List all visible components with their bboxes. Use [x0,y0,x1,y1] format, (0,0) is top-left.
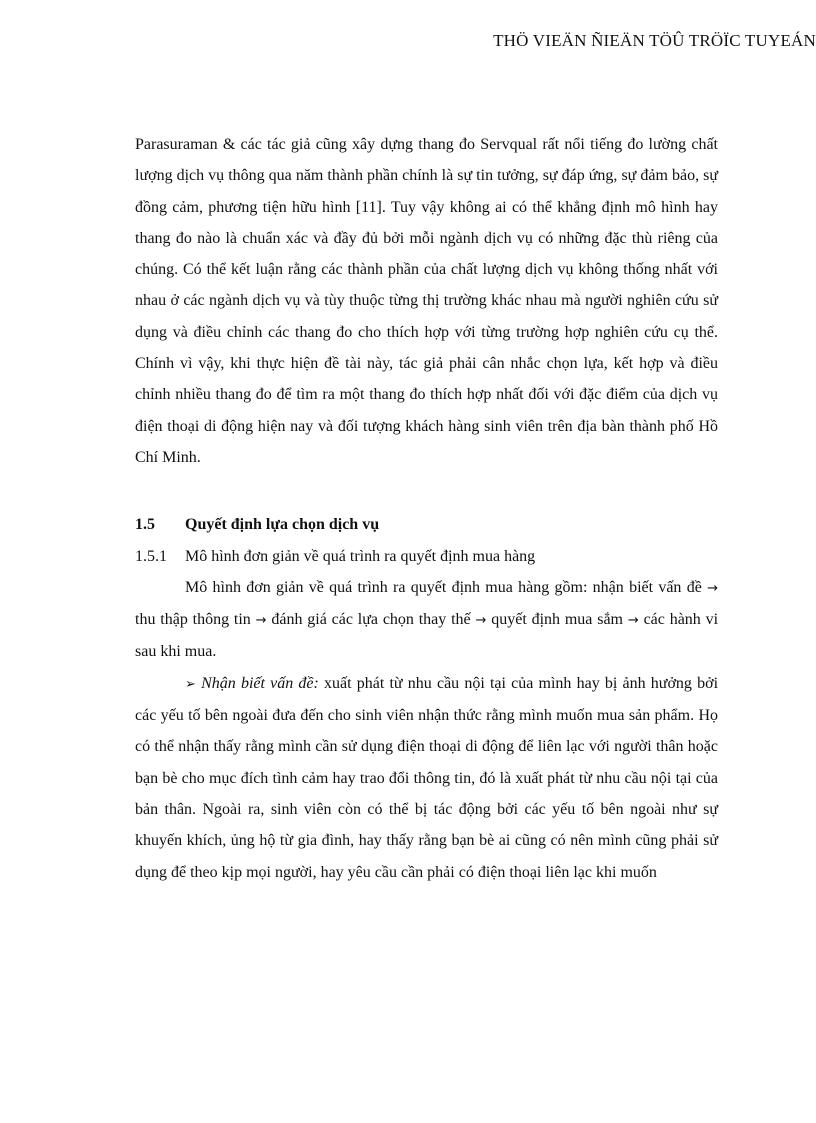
document-body [135,129,718,888]
section-number: 1.5 [135,516,155,534]
page-header: THÖ VIEÄN ÑIEÄN TÖÛ TRÖÏC TUYEÁN [493,31,816,50]
arrow-icon: → [255,613,267,629]
bullet-term: Nhận biết vấn đề: [201,674,319,692]
arrow-icon: → [707,580,719,596]
model-lead: Mô hình đơn giản về quá trình ra quyết định mua hàng gồm: nhận biết vấn đề [185,578,702,596]
subsection-heading [135,541,718,572]
bullet-paragraph [135,668,718,888]
section-heading [135,509,718,540]
arrow-icon: → [627,613,639,629]
model-paragraph [135,572,718,668]
intro-paragraph: Parasuraman & các tác giả cũng xây dựng thang đo Servqual rất nổi tiếng đo lường chất lượng dịch vụ thông qua năm thành phần chính là sự tin tưởng, sự đáp ứng, sự đảm bảo, sự đồng cảm, phương tiện hữu hình [11]. Tuy vậy không ai có thể khẳng định mô hình hay thang đo nào là chuẩn xác và đầy đủ bởi mỗi ngành dịch vụ có những đặc thù riêng của chúng. Có thể kết luận rằng các thành phần của chất lượng dịch vụ không thống nhất với nhau ở các ngành dịch vụ và tùy thuộc từng thị trường khác nhau mà người nghiên cứu sử dụng và điều chỉnh các thang đo cho thích hợp với từng trường hợp nghiên cứu cụ thể. Chính vì vậy, khi thực hiện đề tài này, tác giả phải cân nhắc chọn lựa, kết hợp và điều chỉnh nhiều thang đo để tìm ra một thang đo thích hợp nhất đối với đặc điểm của dịch vụ điện thoại di động hiện nay và đối tượng khách hàng sinh viên trên địa bàn thành phố Hồ Chí Minh. [135,136,718,466]
bullet-text: xuất phát từ nhu cầu nội tại của mình hay bị ảnh hưởng bởi các yếu tố bên ngoài đưa đến cho sinh viên nhận thức rằng mình muốn mua sản phẩm. Họ có thể nhận thấy rằng mình cần sử dụng điện thoại di động để liên lạc với người thân hoặc bạn bè cho mục đích tình cảm hay trao đổi thông tin, đó là xuất phát từ nhu cầu nội tại của bản thân. Ngoài ra, sinh viên còn có thể bị tác động bởi các yếu tố bên ngoài như sự khuyến khích, ủng hộ từ gia đình, hay thấy rằng bạn bè ai cũng có nên mình cũng phải sử dụng để theo kịp mọi người, hay yêu cầu cần phải có điện thoại liên lạc khi muốn [135,674,719,881]
arrow-icon: → [475,613,487,629]
model-step: các hành vi sau khi mua. [135,611,719,661]
subsection-number: 1.5.1 [135,547,167,565]
arrow-bullet-icon: ➢ [185,676,196,692]
model-step: đánh giá các lựa chọn thay thế [271,611,471,629]
model-step: thu thập thông tin [135,611,251,629]
model-step: quyết định mua sắm [491,611,623,629]
subsection-title: Mô hình đơn giản về quá trình ra quyết định mua hàng [185,547,536,565]
section-title: Quyết định lựa chọn dịch vụ [185,516,380,534]
